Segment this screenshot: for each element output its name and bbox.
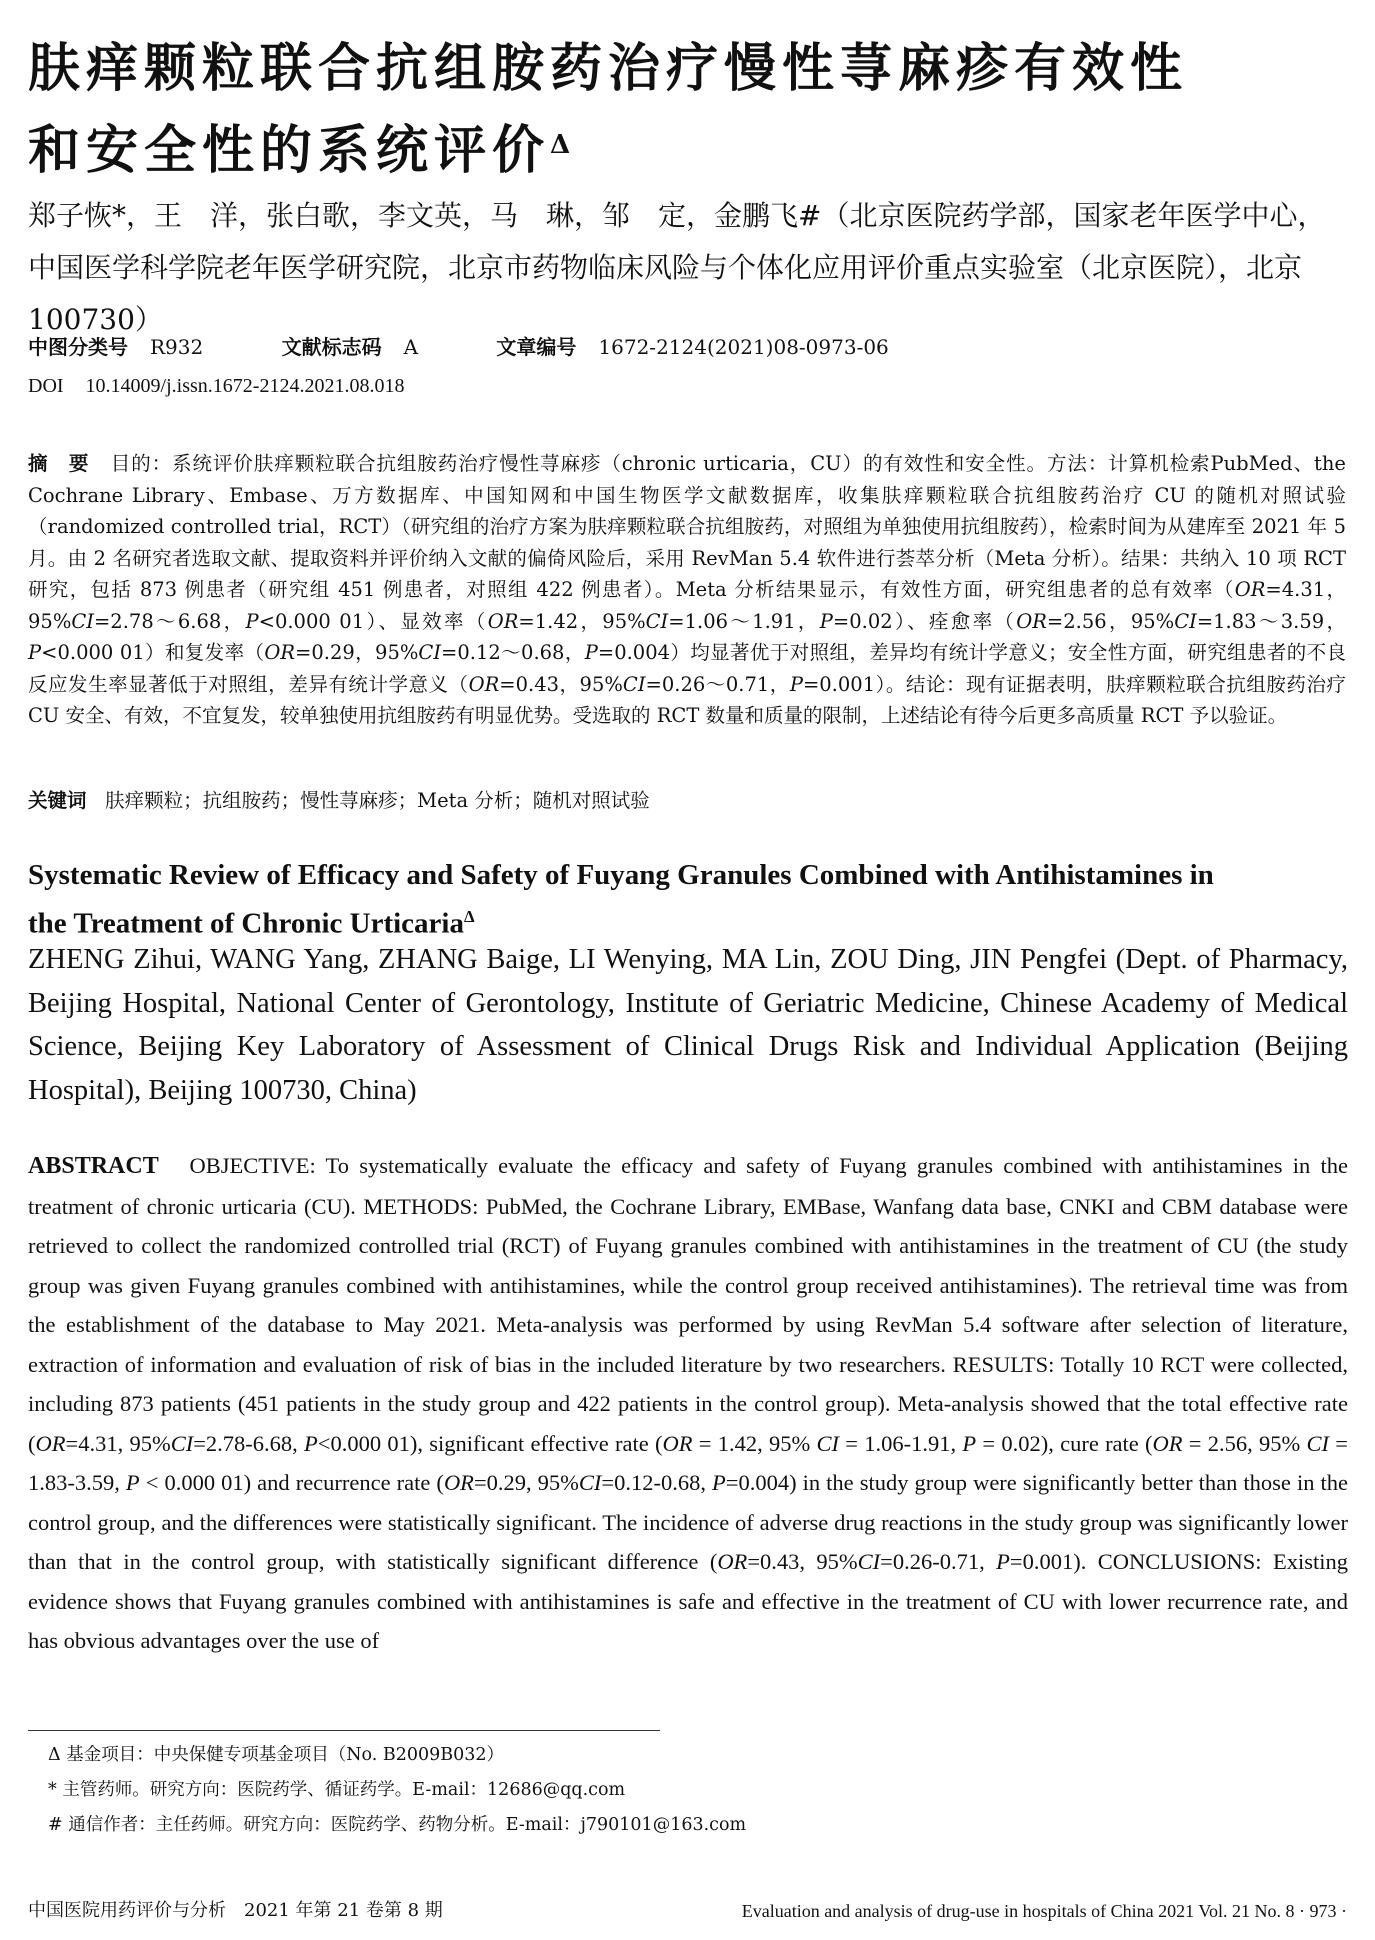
english-funding-mark: Δ	[463, 907, 475, 926]
english-abstract-label: ABSTRACT	[28, 1153, 159, 1179]
doc-code-label: 文献标志码	[281, 335, 382, 359]
article-no-label: 文章编号	[496, 335, 577, 359]
chinese-title-line1: 肤痒颗粒联合抗组胺药治疗慢性荨麻疹有效性	[28, 38, 1189, 99]
english-abstract: ABSTRACT OBJECTIVE: To systematically evaluate the efficacy and safety of Fuyang granules combined with antihistamines in the treatment of chronic urticaria (CU). METHODS: PubMed, the Cochrane Library, EMBase, Wanfang data base, CNKI and CBM database were retrieved to collect the randomized controlled trial (RCT) of Fuyang granules combined with antihistamines in the treatment of CU (the study group was given Fuyang granules combined with antihistamines, while the control group received antihistamines). The retrieval time was from the establishment of the database to May 2021. Meta-analysis was performed by using RevMan 5.4 software after selection of literature, extraction of information and evaluation of risk of bias in the included literature by two researchers. RESULTS: Totally 10 RCT were collected, including 873 patients (451 patients in the study group and 422 patients in the control group). Meta-analysis showed that the total effective rate (OR=4.31, 95%CI=2.78-6.68, P<0.000 01), significant effective rate (OR = 1.42, 95% CI = 1.06-1.91, P = 0.02), cure rate (OR = 2.56, 95% CI = 1.83-3.59, P < 0.000 01) and recurrence rate (OR=0.29, 95%CI=0.12-0.68, P=0.004) in the study group were significantly better than those in the control group, and the differences were statistically significant. The incidence of adverse drug reactions in the study group was significantly lower than that in the control group, with statistically significant difference (OR=0.43, 95%CI=0.26-0.71, P=0.001). CONCLUSIONS: Existing evidence shows that Fuyang granules combined with antihistamines is safe and effective in the treatment of CU with lower recurrence rate, and has obvious advantages over the use of	[28, 1153, 1349, 1653]
english-title	[28, 854, 1348, 945]
article-no-value: 1672-2124(2021)08-0973-06	[598, 335, 889, 359]
footnote-first-author: * 主管药师。研究方向：医院药学、循证药学。E-mail：12686@qq.com	[48, 1780, 626, 1800]
article-meta	[28, 332, 1348, 362]
doi-label: DOI	[28, 375, 64, 397]
chinese-abstract: 摘 要 目的：系统评价肤痒颗粒联合抗组胺药治疗慢性荨麻疹（chronic urticaria，CU）的有效性和安全性。方法：计算机检索PubMed、the Cochrane Library、Embase、万方数据库、中国知网和中国生物医学文献数据库，收集肤痒颗粒联合抗组胺药治疗 CU 的随机对照试验（randomized controlled trial，RCT）（研究组的治疗方案为肤痒颗粒联合抗组胺药，对照组为单独使用抗组胺药），检索时间为从建库至 2021 年 5 月。由 2 名研究者选取文献、提取资料并评价纳入文献的偏倚风险后，采用 RevMan 5.4 软件进行荟萃分析（Meta 分析）。结果：共纳入 10 项 RCT 研究，包括 873 例患者（研究组 451 例患者，对照组 422 例患者）。Meta 分析结果显示，有效性方面，研究组患者的总有效率（OR=4.31，95%CI=2.78～6.68，P<0.000 01）、显效率（OR=1.42，95%CI=1.06～1.91，P=0.02）、痊愈率（OR=2.56，95%CI=1.83～3.59，P<0.000 01）和复发率（OR=0.29，95%CI=0.12～0.68，P=0.004）均显著优于对照组，差异均有统计学意义；安全性方面，研究组患者的不良反应发生率显著低于对照组，差异有统计学意义（OR=0.43，95%CI=0.26～0.71，P=0.001）。结论：现有证据表明，肤痒颗粒联合抗组胺药治疗 CU 安全、有效，不宜复发，较单独使用抗组胺药有明显优势。受选取的 RCT 数量和质量的限制，上述结论有待今后更多高质量 RCT 予以验证。	[28, 452, 1346, 727]
clc-value: R932	[150, 335, 204, 359]
english-authors: ZHENG Zihui, WANG Yang, ZHANG Baige, LI Wenying, MA Lin, ZOU Ding, JIN Pengfei (Dept. of Pharmacy, Beijing Hospital, National Center of Gerontology, Institute of Geriatric Medicine, Chinese Academy of Medical Science, Beijing Key Laboratory of Assessment of Clinical Drugs Risk and Individual Application (Beijing Hospital), Beijing 100730, China)	[28, 944, 1348, 1106]
footer-journal-cn: 中国医院用药评价与分析 2021 年第 21 卷第 8 期	[28, 1900, 443, 1921]
chinese-authors: 郑子恢*，王 洋，张白歌，李文英，马 琳，邹 定，金鹏飞#（北京医院药学部，国家老年医学中心，中国医学科学院老年医学研究院，北京市药物临床风险与个体化应用评价重点实验室（北京医院），北京 100730）	[28, 199, 1331, 336]
doc-code-value: A	[403, 335, 419, 359]
doi-line	[28, 371, 1348, 401]
footnote-corresponding-author: # 通信作者：主任药师。研究方向：医院药学、药物分析。E-mail：j790101@163.com	[48, 1815, 747, 1835]
footnote-funding: Δ 基金项目：中央保健专项基金项目（No. B2009B032）	[48, 1745, 505, 1765]
chinese-keywords-value: 肤痒颗粒；抗组胺药；慢性荨麻疹；Meta 分析；随机对照试验	[105, 789, 650, 812]
doi-value: 10.14009/j.issn.1672-2124.2021.08.018	[85, 375, 405, 397]
funding-mark: Δ	[550, 130, 571, 160]
english-title-line2: the Treatment of Chronic Urticaria	[28, 907, 464, 940]
footer-journal-en: Evaluation and analysis of drug-use in hospitals of China 2021 Vol. 21 No. 8 · 973 ·	[741, 1901, 1347, 1921]
english-title-line1: Systematic Review of Efficacy and Safety of Fuyang Granules Combined with Antihistamines in	[28, 859, 1214, 891]
chinese-keywords-label: 关键词	[28, 789, 87, 812]
chinese-abstract-label: 摘 要	[28, 452, 90, 475]
chinese-title-line2: 和安全性的系统评价	[28, 120, 551, 181]
footnote-divider	[28, 1730, 660, 1731]
clc-label: 中图分类号	[28, 335, 128, 359]
chinese-title	[28, 28, 1348, 192]
chinese-keywords	[28, 785, 1346, 817]
footnotes	[48, 1738, 1148, 1843]
